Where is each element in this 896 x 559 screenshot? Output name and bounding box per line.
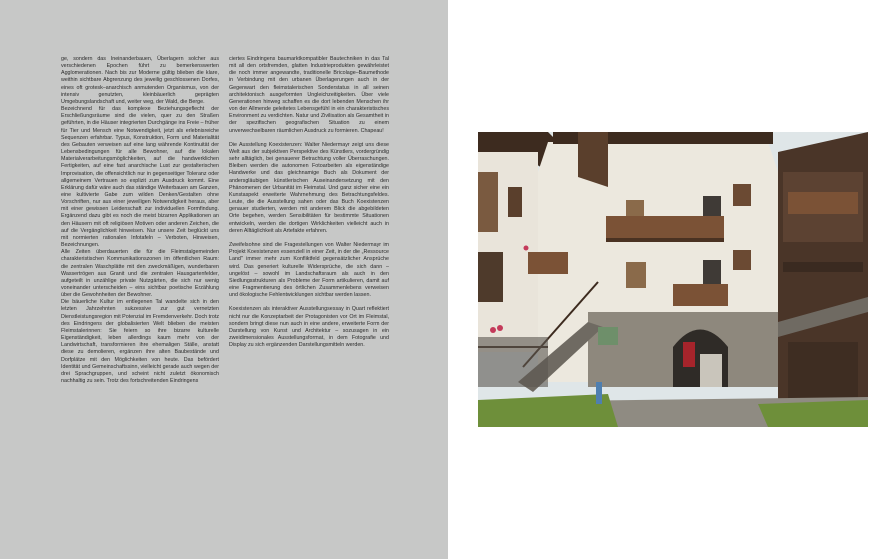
courtyard-photo (478, 132, 868, 427)
paragraph: Zweifelsohne sind die Fragestellungen von Walter Niedermayr im Projekt Koexistenzen essenziell in einer Zeit, in der die „Ressource Land" immer mehr zum Konfliktfeld gegensätzlicher Ansprüche wird. Das generiert kulturelle Widersprüche, die sich dann – ungelöst – sowohl im Landschaftsraum als auch in den Siedlungsstrukturen als Probleme der Form artikulieren, damit auf eine Fragmentierung des örtlichen Zusammenlebens verweisen und ökologische Fehlentwicklungen sichtbar werden lassen. (229, 242, 389, 299)
paragraph: Die Ausstellung Koexistenzen: Walter Niedermayr zeigt uns diese Welt aus der subjektiven Perspektive des Künstlers, vordergründig sehr alltäglich, bei genauerer Betrachtung voller Überraschungen. Bleiben werden die autonomen Fotoarbeiten als eigenständige Handwerke und das gleichnamige Buch als Dokument der andersgläubigen künstlerischen Auseinandersetzung mit den Phänomenen der Urbanität im Fleimstal. Und ganz sicher eine ein Kunstaspekt erweiterte Wahrnehmung des Betrachtungsfeldes. Leute, die die Ausstellung sahen oder das Buch Koexistenzen genauer studierten, werden mit anderem Blick die abgebildeten Orte begehen, werden Sensibilitäten für bestimmte Situationen entwickeln, werden die dortigen Wirklichkeiten vielleicht auch in deren Alltäglichkeit als Artefakte erfahren. (229, 141, 389, 234)
text-column-2 (229, 56, 389, 349)
paragraph: ge, sondern das Ineinanderbauen, Überlagern solcher aus verschiedenen Epochen führt zu bemerkenswerten Agglomerationen. Nach bis zur Moderne gültig blieben die klare, weithin sichtbare Abgrenzung des jeweilig geschlossenen Dorfes, eines oft grotesk–anarchisch anmutenden Organismus, von der intensiv genutzten, kleinbäuerlich geprägten Umgebungslandschaft und, weiter weg, der Wald, die Berge. (61, 56, 219, 105)
paragraph: Bezeichnend für das komplexe Beziehungsgeflecht der Erschließungsräume sind die vielen, quer zu den Straßen geführten, in die Häuser integrierten Durchgänge ins Freie – früher für Tier und Mensch eine Notwendigkeit, jetzt als erlebnisreiche Sequenzen erfahrbar. Typus, Konstruktion, Form und Materialität des Gebauten verweisen auf eine lang währende Kontinuität der Lebensbedingungen für alle Bewohner, auf die lokalen Materialverarbeitungsmöglichkeiten, auf die handwerklichen Fertigkeiten, auf eine fast anarchische Lust zur gestalterischen Improvisation, die offensichtlich nur in gegenseitiger Toleranz oder allgemeinem Vertrauen so explizit zum Ausdruck kommt. Eine Erklärung dafür wäre auch das ständige Weiterbauen am Ganzen, eine kultivierte Gabe zum wilden Denken/Gestalten ohne Vorschriften, nur aus einer jeweiligen Notwendigkeit heraus, aber mit einer gewissen Leidenschaft zur individuellen Formfindung. Ergänzend dazu gibt es noch die meist bizarren Applikationen an den Häusern mit oft religiösen Motiven oder anderen Zeichen, die auf die Vergänglichkeit hinweisen. Nur unsere Zeit beglückt uns mit normierten rationalen Infotafeln – Verboten, Hinweisen, Bezeichnungen. (61, 106, 219, 249)
courtyard-illustration (478, 132, 868, 427)
text-column-1 (61, 56, 219, 385)
paragraph: Koexistenzen als interaktiver Ausstellungsessay in Quart reflektiert nicht nur die Konzeptarbeit der Protagonisten vor Ort im Fleimstal, sondern bringt diese nun auch in eine andere, erweiterte Form der Darstellung von Kunst und Architektur – sozusagen in ein zweidimensionales Ausstellungsformat, in dem Fotografie und Display zu sich ergänzenden Darstellungsmitteln werden. (229, 306, 389, 349)
paragraph: ciertes Eindringens baumarktkompatibler Bautechniken in das Tal mit all den ortsfremden, glatten Industrieprodukten gewährleistet die noch immer angewandte, traditionelle Bricolage–Baumethode in Verbindung mit den urbanen Überlagerungen auch in der Gegenwart den fleimstalerischen Sonderstatus in all seinen architektonisch ausgeformten Ungleichzeitigkeiten. Über viele Generationen hinweg schaffen es die dort lebenden Menschen ihr von der Allmende geleitetes Lebensgefühl in ein charakteristisches Environment zu verdichten. Natur und Zivilisation als Gesamtheit in der spezifischen geografischen Situation zu einem unverwechselbaren räumlichen Ausdruck zu formieren. Chapeau! (229, 56, 389, 134)
paragraph: Die bäuerliche Kultur im entlegenen Tal wandelte sich in den letzten Jahrzehnten sukzessive zur gut vernetzten Dienstleistungsregion mit Potenzial im Fremdenverkehr. Doch trotz des Eindringens der globalisierten Welt blieben die meisten Fleimstalerinnen: Sie feiern so ihre bizarre kulturelle Eigenständigkeit, leben allerdings kaum mehr von der Landwirtschaft, transformieren ihre ehemaligen Ställe, anstatt diese zu demolieren, ergänzen ihre alten Baubestände und Dorfplätze mit den Möglichkeiten von heute. Das befördert Identität und Gemeinschaftssinn, vielleicht gerade auch wegen der drei Sprachgruppen, und scheint nicht zuletzt ökonomisch nachhaltig zu sein. Trotz des fortschreitenden Eindringens (61, 299, 220, 385)
paragraph: Alle Zeiten überdauerten die für die Fleimstalgemeinden charakteristischen Kommunikationszonen im öffentlichen Raum: die zentralen Waschplätte mit den zweckmäßigen, wunderbaren Wassertrögen aus Granit und die zentralen Hausgartenfelder, aufgeteilt in unzählige private Nutzgärten, die sich nur wenig voneinander unterscheiden – eins sichtbar poetische Erzählung über die Gewohnheiten der Bewohner. (61, 249, 219, 299)
